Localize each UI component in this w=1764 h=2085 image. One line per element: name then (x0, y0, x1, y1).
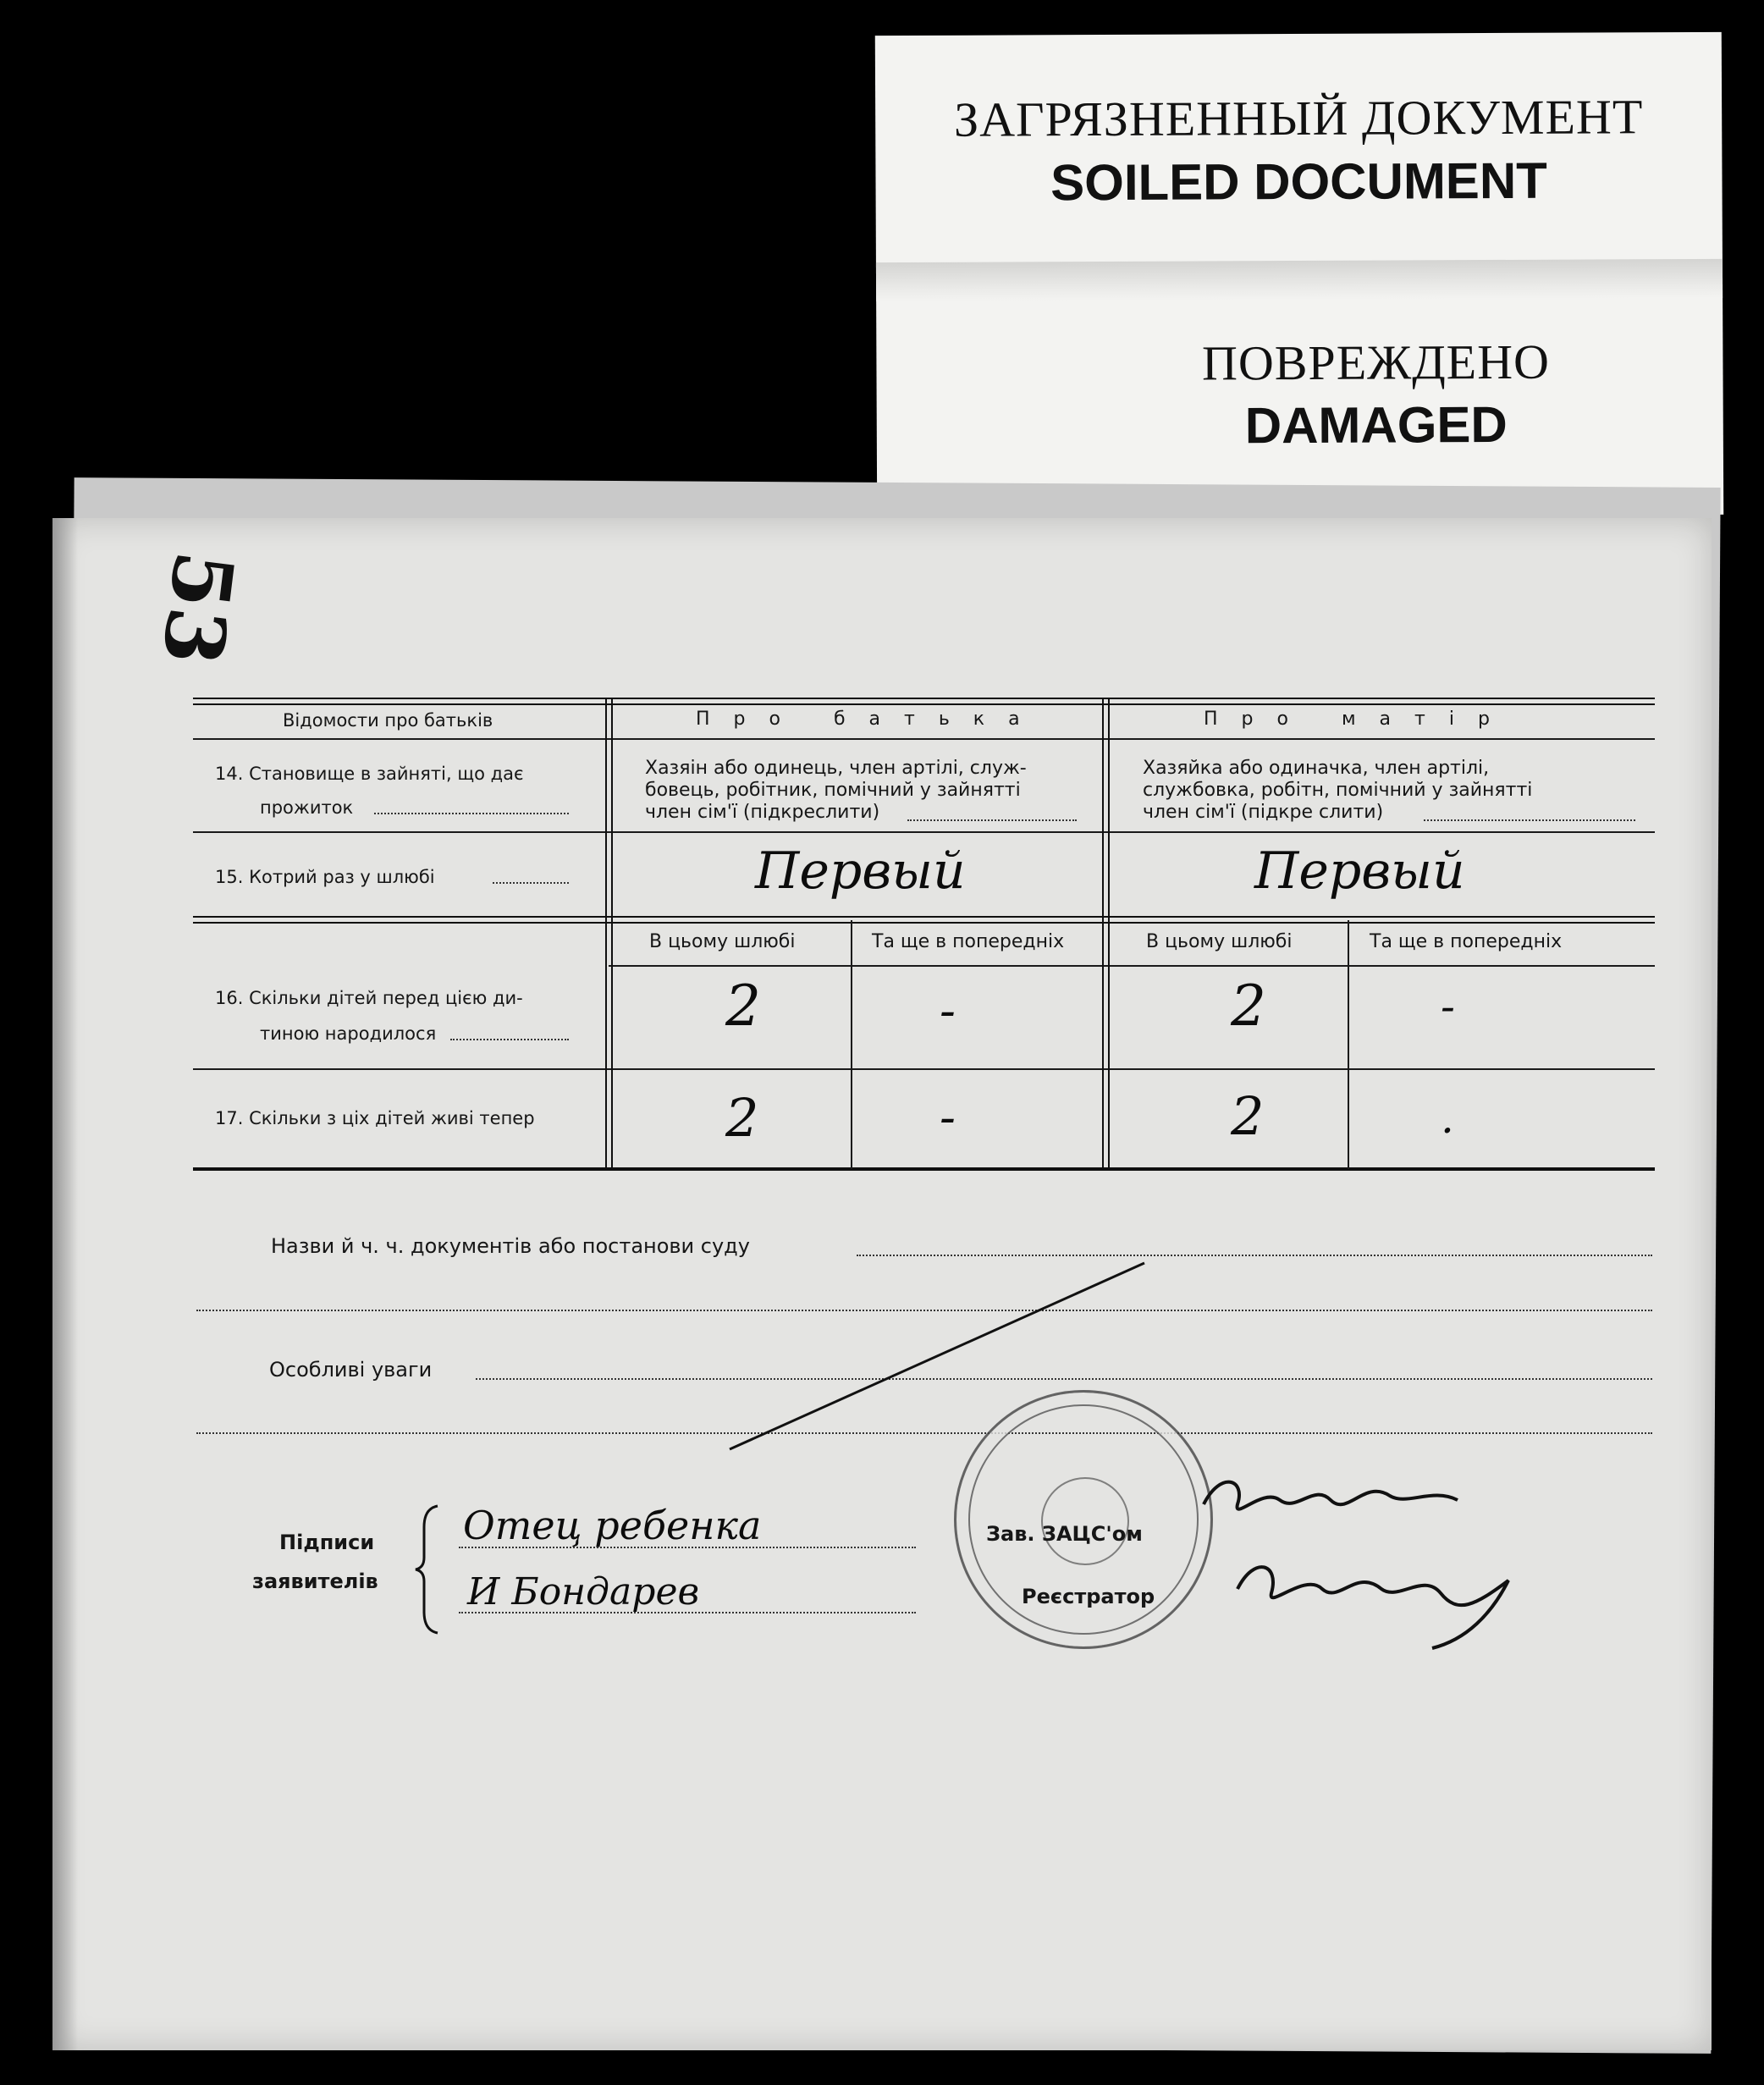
card-title-ru-soiled: ЗАГРЯЗНЕННЫЙ ДОКУМЕНТ (953, 89, 1644, 147)
row16-father-this: 2 (725, 974, 761, 1039)
header-mother: Про матір (1204, 709, 1513, 730)
page-number: 53 (143, 546, 253, 670)
applicant-signature-line1: Отец ребенка (463, 1503, 762, 1548)
strike-through-line (52, 518, 1712, 2050)
row15-father-value: Первый (755, 841, 966, 901)
head-of-office-label: Зав. ЗАЦС'ом (986, 1522, 1143, 1546)
row16-label-line1: 16. Скільки дітей перед цією ди- (215, 988, 523, 1008)
row15-mother-value: Первый (1254, 841, 1465, 901)
official-signatures (1187, 1453, 1559, 1674)
subheader-mother-this: В цьому шлюбі (1146, 931, 1293, 952)
applicant-line-2 (459, 1612, 916, 1613)
row16-label-line2: тиною народилося (260, 1023, 437, 1044)
signatures-label-line1: Підписи (279, 1531, 375, 1554)
header-father: Про батька (696, 709, 1044, 730)
row14-father-line1: Хазяін або одинець, член артілі, служ- (645, 758, 1027, 779)
subheader-father-previous: Та ще в попередніх (872, 931, 1065, 952)
row15-label: 15. Котрий раз у шлюбі (215, 867, 435, 887)
office-stamp (954, 1390, 1213, 1649)
signatures-label-line2: заявителів (252, 1569, 378, 1593)
applicant-line-1 (459, 1547, 916, 1548)
subheader-mother-previous: Та ще в попередніх (1370, 931, 1563, 952)
subheader-father-this: В цьому шлюбі (649, 931, 796, 952)
row17-mother-prev: . (1441, 1094, 1454, 1143)
row14-father-line3: член сім'ї (підкреслити) (645, 802, 880, 823)
row16-father-prev: - (940, 984, 956, 1039)
card-title-en-damaged: DAMAGED (1244, 395, 1508, 455)
card-fold (876, 259, 1723, 301)
row14-father-line2: бовець, робітник, помічний у зайнятті (645, 780, 1021, 801)
row17-father-this: 2 (725, 1087, 759, 1149)
stamp-emblem (1041, 1477, 1129, 1565)
header-info: Відомости про батьків (283, 710, 493, 731)
card-title-ru-damaged: ПОВРЕЖДЕНО (1201, 334, 1551, 391)
damage-label-card (875, 32, 1723, 518)
row16-mother-this: 2 (1231, 974, 1266, 1039)
row14-mother-line1: Хазяйка або одиначка, член артілі, (1143, 758, 1490, 779)
form-sheet (52, 518, 1712, 2050)
row14-mother-line2: службовка, робітн, помічний у зайнятті (1143, 780, 1533, 801)
row14-label-line1: 14. Становище в зайняті, що дає (215, 764, 524, 784)
applicant-signature-line2: И Бондарев (467, 1570, 700, 1613)
card-title-en-soiled: SOILED DOCUMENT (1050, 152, 1547, 212)
notes-label: Особливі уваги (269, 1358, 433, 1382)
signatures-brace (412, 1502, 446, 1637)
row14-mother-line3: член сім'ї (підкре слити) (1143, 802, 1384, 823)
row17-label: 17. Скільки з ціх дітей живі тепер (215, 1108, 535, 1128)
row14-label-line2: прожиток (260, 797, 354, 818)
row17-mother-this: 2 (1231, 1085, 1265, 1147)
row16-mother-prev: - (1441, 982, 1455, 1031)
registrar-label: Реєстратор (1022, 1585, 1155, 1608)
row17-father-prev: - (940, 1090, 956, 1145)
documents-label: Назви й ч. ч. документів або постанови суду (271, 1234, 750, 1258)
